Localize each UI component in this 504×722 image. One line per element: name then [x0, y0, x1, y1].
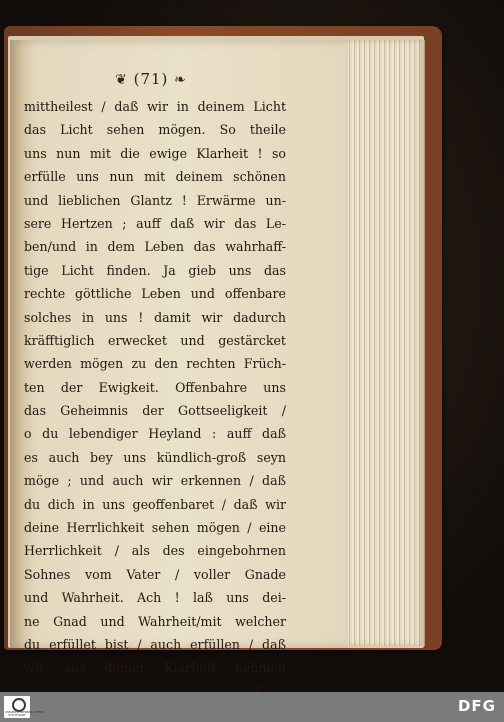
ornament-right-icon: ❧ [174, 72, 187, 88]
dfg-logo[interactable]: DFG [457, 697, 496, 715]
text-line: das Geheimnis der Gottseeligkeit / [24, 403, 286, 419]
text-line: du erfüllet bist / auch erfüllen / daß [24, 636, 286, 652]
text-line: Sohnes vom Vater / voller Gnade [24, 566, 286, 582]
text-line: erfülle uns nun mit deinem schönen [24, 169, 286, 185]
text-line: es auch bey uns kündlich-groß seyn [24, 449, 286, 465]
text-line: rechte göttliche Leben und offenbare [24, 286, 286, 302]
text-line: kräfftiglich erwecket und gestärcket [24, 332, 286, 348]
text-line: solches in uns ! damit wir dadurch [24, 309, 286, 325]
page-edges [346, 40, 425, 646]
text-line: das Licht sehen mögen. So theile [24, 122, 286, 138]
text-line: ben/und in dem Leben das wahrhaff- [24, 239, 286, 255]
text-line: sere Hertzen ; auff daß wir das Le- [24, 215, 286, 231]
text-line: und lieblichen Glantz ! Erwärme un- [24, 192, 286, 208]
text-line: ten der Ewigkeit. Offenbahre uns [24, 379, 286, 395]
text-line: mittheilest / daß wir in deinem Licht [24, 99, 286, 114]
text-line: möge ; und auch wir erkennen / daß [24, 473, 286, 489]
text-line: und Wahrheit. Ach ! laß uns dei- [24, 590, 286, 606]
page-number: (71) [133, 70, 169, 88]
text-line: deine Herrlichkeit sehen mögen / eine [24, 520, 286, 536]
text-line: werden mögen zu den rechten Früch- [24, 356, 286, 372]
text-line: wir aus deiner Klarhait nehmen [24, 660, 286, 676]
library-logo[interactable] [4, 696, 45, 718]
text-line: ne Gnad und Wahrheit/mit welcher [24, 613, 286, 629]
text-line: o du lebendiger Heyland : auff daß [24, 426, 286, 442]
text-line: Herrlichkeit / als des eingebohrnen [24, 543, 286, 559]
ornament-left-icon: ❦ [115, 72, 128, 88]
page-text [24, 95, 286, 703]
text-line: du dich in uns geoffenbaret / daß wir [24, 496, 286, 512]
text-line: tige Licht finden. Ja gieb uns das [24, 262, 286, 278]
text-line: uns nun mit die ewige Klarheit ! so [24, 145, 286, 161]
page-number-header [96, 70, 206, 88]
viewer-footer-bar [0, 692, 504, 722]
library-logo-text: UNIVERSITÄTSBIBLIOTHEK STUTTGART [5, 710, 45, 717]
